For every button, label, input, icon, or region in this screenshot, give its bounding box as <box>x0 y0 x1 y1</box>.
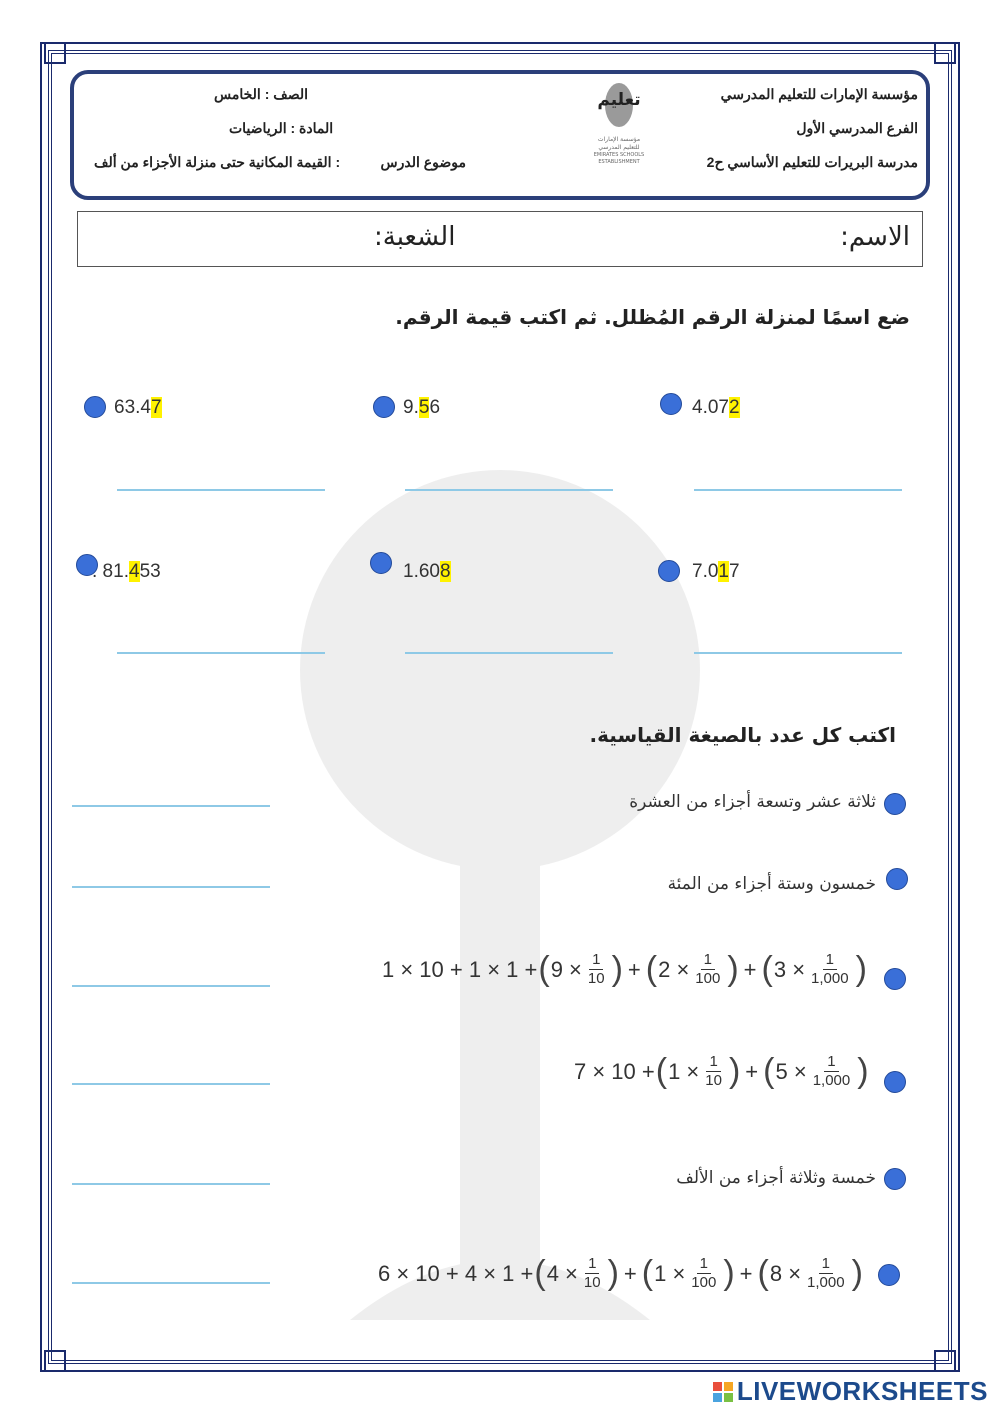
grade-label: الصف : الخامس <box>214 86 309 102</box>
school-name: مدرسة البريرات للتعليم الأساسي ح2 <box>706 154 918 170</box>
section2-title: اكتب كل عدد بالصيغة القياسية. <box>589 723 896 747</box>
section1-title: ضع اسمًا لمنزلة الرقم المُظلل. ثم اكتب قيمة الرقم. <box>395 305 910 329</box>
answer-line[interactable] <box>117 489 325 491</box>
answer-dot[interactable] <box>886 868 908 890</box>
logo-text: تعليم <box>597 90 641 110</box>
org-name: مؤسسة الإمارات للتعليم المدرسي <box>720 86 918 102</box>
number-item: 7.017 <box>692 561 740 582</box>
answer-line[interactable] <box>72 886 270 888</box>
answer-line[interactable] <box>694 489 902 491</box>
answer-line[interactable] <box>72 805 270 807</box>
answer-dot[interactable] <box>884 793 906 815</box>
answer-line[interactable] <box>405 489 613 491</box>
answer-dot[interactable] <box>884 968 906 990</box>
lesson-value: : القيمة المكانية حتى منزلة الأجزاء من ألف <box>94 154 341 170</box>
answer-dot[interactable] <box>884 1168 906 1190</box>
logo-sub-en: EMIRATES SCHOOLS ESTABLISHMENT <box>593 152 645 165</box>
word-form-item: خمسة وثلاثة أجزاء من الألف <box>676 1168 876 1188</box>
tamkeen-logo <box>589 80 649 180</box>
answer-dot[interactable] <box>658 560 680 582</box>
answer-line[interactable] <box>694 652 902 654</box>
school-header <box>70 70 930 200</box>
expanded-form-item: 6 × 10 + 4 × 1 + ( 4 × $\frac{1}{10}$ ) + ( 1 × $\frac{1}{100}$ ) + ( 8 × $\frac{1}{1,000}$ ) <box>378 1254 863 1292</box>
subject-label: المادة : الرياضيات <box>229 120 334 136</box>
answer-line[interactable] <box>72 1083 270 1085</box>
word-form-item: ثلاثة عشر وتسعة أجزاء من العشرة <box>629 792 876 812</box>
lesson-label: موضوع الدرس <box>380 154 466 170</box>
lesson-line <box>94 154 466 171</box>
name-label: الاسم: <box>840 222 910 252</box>
number-item: 1.608 <box>403 561 451 582</box>
section-label: الشعبة: <box>374 222 456 252</box>
answer-dot[interactable] <box>878 1264 900 1286</box>
expanded-form-item: 1 × 10 + 1 × 1 + ( 9 × $\frac{1}{10}$ ) + ( 2 × $\frac{1}{100}$ ) + ( 3 × $\frac{1}{1,000}$ ) <box>382 950 867 988</box>
answer-line[interactable] <box>72 985 270 987</box>
number-item: . 81.453 <box>92 561 161 582</box>
corner-ornament <box>934 1350 956 1372</box>
corner-ornament <box>44 1350 66 1372</box>
word-form-item: خمسون وستة أجزاء من المئة <box>667 874 876 894</box>
number-item: 63.47 <box>114 397 162 418</box>
answer-dot[interactable] <box>884 1071 906 1093</box>
corner-ornament <box>44 42 66 64</box>
answer-dot[interactable] <box>370 552 392 574</box>
corner-ornament <box>934 42 956 64</box>
answer-dot[interactable] <box>660 393 682 415</box>
brand-text: LIVEWORKSHEETS <box>736 1376 988 1406</box>
expanded-form-item: 7 × 10 + ( 1 × $\frac{1}{10}$ ) + ( 5 × $\frac{1}{1,000}$ ) <box>574 1052 869 1090</box>
logo-sub-ar: مؤسسة الإمارات للتعليم المدرسي <box>597 136 641 151</box>
answer-line[interactable] <box>117 652 325 654</box>
answer-line[interactable] <box>405 652 613 654</box>
student-info-box <box>77 211 923 267</box>
liveworksheets-brand[interactable] <box>713 1376 988 1407</box>
answer-dot[interactable] <box>84 396 106 418</box>
answer-dot[interactable] <box>373 396 395 418</box>
number-item: 9.56 <box>403 397 441 418</box>
answer-line[interactable] <box>72 1282 270 1284</box>
branch-name: الفرع المدرسي الأول <box>796 120 918 136</box>
answer-line[interactable] <box>72 1183 270 1185</box>
number-item: 4.072 <box>692 397 740 418</box>
liveworksheets-logo-icon <box>713 1382 733 1402</box>
